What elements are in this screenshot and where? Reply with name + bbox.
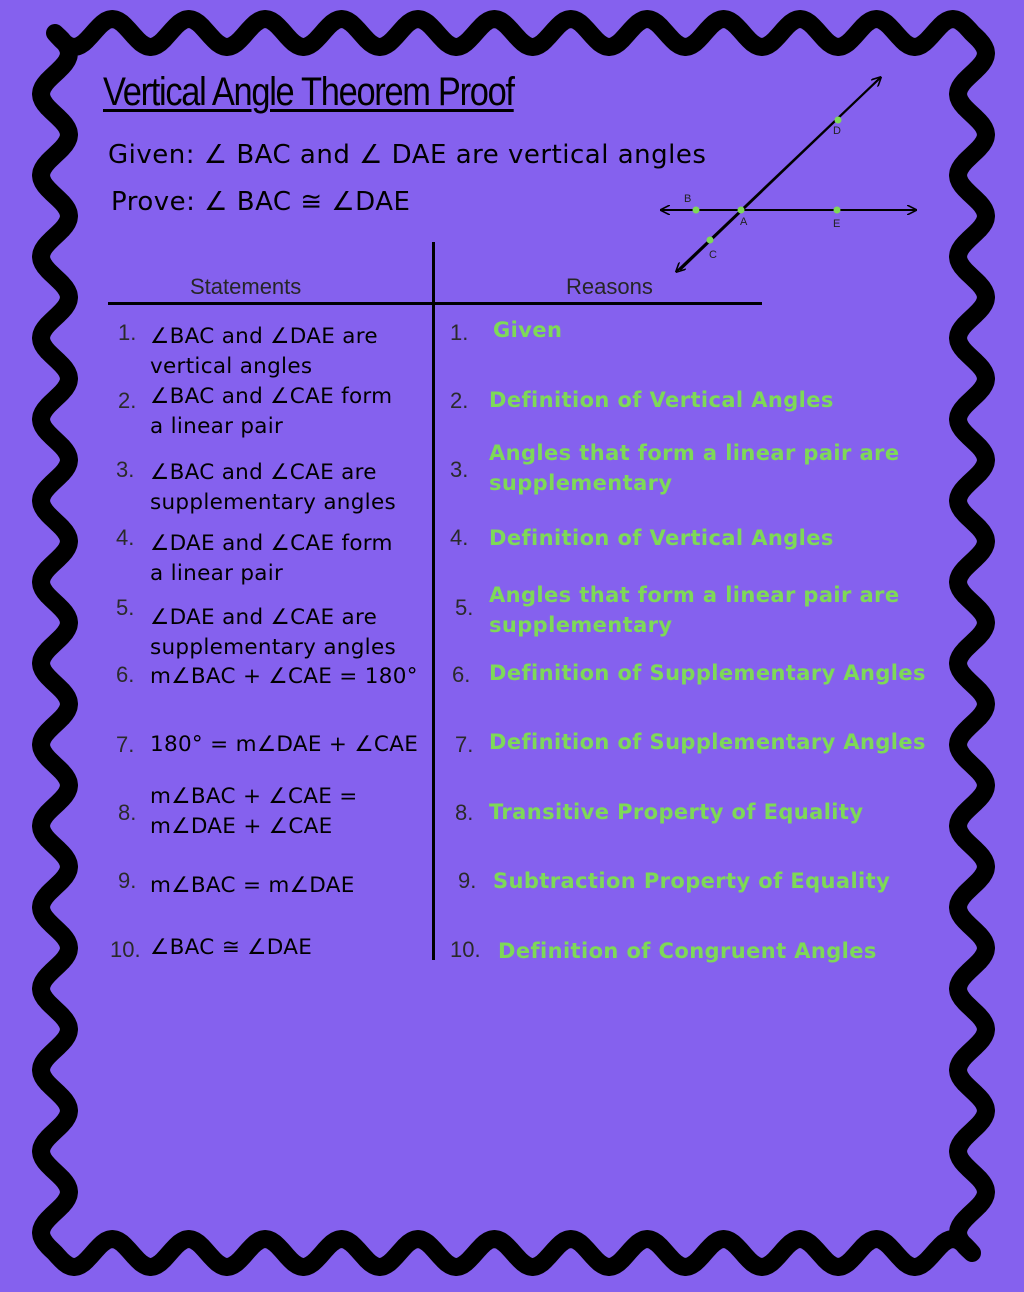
statements-header: Statements bbox=[190, 274, 302, 299]
point-a-dot bbox=[738, 207, 745, 214]
reason-number: 3. bbox=[450, 457, 469, 482]
reason-text: Subtraction Property of Equality bbox=[493, 869, 891, 893]
statement-text: a linear pair bbox=[150, 561, 284, 586]
statement-text: m∠BAC + ∠CAE = 180° bbox=[150, 664, 418, 689]
statement-text: ∠BAC and ∠DAE are bbox=[150, 324, 378, 349]
statement-text: ∠BAC and ∠CAE are bbox=[150, 460, 377, 485]
reason-text: Definition of Vertical Angles bbox=[489, 388, 834, 412]
statement-number: 6. bbox=[116, 662, 135, 687]
point-b-dot bbox=[693, 207, 700, 214]
statement-number: 2. bbox=[118, 388, 137, 413]
statement-number: 10. bbox=[110, 937, 141, 962]
reasons-header: Reasons bbox=[566, 274, 653, 299]
vertical-angles-diagram bbox=[640, 60, 930, 280]
given-statement: Given: ∠ BAC and ∠ DAE are vertical angles bbox=[108, 140, 707, 170]
statement-text: supplementary angles bbox=[150, 490, 396, 515]
point-a-label: A bbox=[740, 216, 748, 228]
prove-statement: Prove: ∠ BAC ≅ ∠DAE bbox=[111, 187, 411, 217]
reason-text: Angles that form a linear pair are bbox=[489, 441, 900, 465]
statement-text: m∠BAC + ∠CAE = bbox=[150, 784, 358, 809]
reason-number: 9. bbox=[458, 868, 477, 893]
statement-number: 9. bbox=[118, 868, 137, 893]
reason-text: supplementary bbox=[489, 613, 673, 637]
reason-number: 2. bbox=[450, 388, 469, 413]
reason-number: 1. bbox=[450, 320, 469, 345]
reason-text: Definition of Supplementary Angles bbox=[489, 661, 926, 685]
point-e-dot bbox=[834, 207, 841, 214]
statement-number: 5. bbox=[116, 595, 135, 620]
statement-text: ∠BAC ≅ ∠DAE bbox=[150, 935, 313, 960]
reason-text: Angles that form a linear pair are bbox=[489, 583, 900, 607]
page-title: Vertical Angle Theorem Proof bbox=[103, 70, 514, 114]
reason-number: 8. bbox=[455, 800, 474, 825]
reason-text: Definition of Supplementary Angles bbox=[489, 730, 926, 754]
reason-text: Transitive Property of Equality bbox=[489, 800, 864, 824]
statement-number: 3. bbox=[116, 457, 135, 482]
statement-number: 7. bbox=[116, 732, 135, 757]
reason-number: 5. bbox=[455, 595, 474, 620]
reason-text: Definition of Congruent Angles bbox=[498, 939, 877, 963]
table-column-divider bbox=[432, 242, 435, 960]
point-d-label: D bbox=[833, 125, 841, 137]
point-c-label: C bbox=[709, 249, 717, 261]
statement-text: 180° = m∠DAE + ∠CAE bbox=[150, 732, 419, 757]
table-header-rule bbox=[108, 302, 762, 305]
reason-number: 4. bbox=[450, 525, 469, 550]
statement-text: ∠DAE and ∠CAE are bbox=[150, 605, 378, 630]
statement-text: ∠DAE and ∠CAE form bbox=[150, 531, 393, 556]
point-c-dot bbox=[707, 237, 714, 244]
reason-text: Given bbox=[493, 318, 563, 342]
statement-text: supplementary angles bbox=[150, 635, 396, 660]
point-b-label: B bbox=[684, 193, 692, 205]
reason-text: supplementary bbox=[489, 471, 673, 495]
reason-number: 6. bbox=[452, 662, 471, 687]
statement-text: a linear pair bbox=[150, 414, 284, 439]
statement-number: 8. bbox=[118, 800, 137, 825]
reason-number: 7. bbox=[455, 732, 474, 757]
reason-text: Definition of Vertical Angles bbox=[489, 526, 834, 550]
statement-text: m∠BAC = m∠DAE bbox=[150, 873, 355, 898]
statement-number: 1. bbox=[118, 320, 137, 345]
point-e-label: E bbox=[833, 218, 841, 230]
statement-text: ∠BAC and ∠CAE form bbox=[150, 384, 393, 409]
statement-text: vertical angles bbox=[150, 354, 313, 379]
statement-text: m∠DAE + ∠CAE bbox=[150, 814, 333, 839]
point-d-dot bbox=[835, 117, 842, 124]
statement-number: 4. bbox=[116, 525, 135, 550]
reason-number: 10. bbox=[450, 937, 481, 962]
